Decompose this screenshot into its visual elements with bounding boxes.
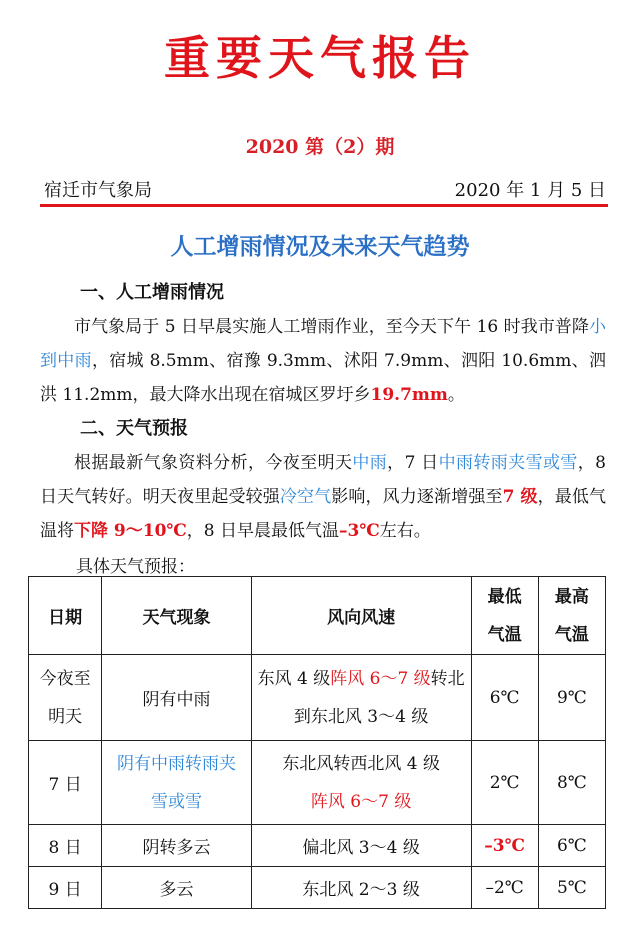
table-header-row [29, 577, 606, 655]
cell-text: 东北风转西北风 4 级 [282, 753, 440, 774]
cell-date: 9 日 [29, 867, 102, 909]
cell-text: 到东北风 3～4 级 [293, 706, 429, 727]
cell-text: 阴有中雨转雨夹 [117, 753, 236, 774]
header-text: 最高 [554, 586, 589, 607]
cell-wind: 东北风 2～3 级 [251, 867, 471, 909]
text-run: ，最低气温将 [40, 487, 607, 541]
section-1-paragraph [40, 310, 606, 412]
cell-min-temp: –3℃ [471, 825, 538, 867]
header-weather: 天气现象 [102, 577, 252, 655]
cell-weather: 阴转多云 [102, 825, 252, 867]
cell-weather: 阴有中雨 [102, 655, 252, 741]
cell-date [29, 655, 102, 741]
cell-date: 7 日 [29, 741, 102, 825]
table-row [29, 655, 606, 741]
table-intro: 具体天气预报： [76, 557, 195, 577]
cell-text: 明天 [48, 706, 83, 727]
header-date: 日期 [29, 577, 102, 655]
cell-max-temp: 9℃ [538, 655, 605, 741]
text-run: 左右。 [379, 521, 431, 541]
issue-number: 2020 第（2）期 [245, 136, 395, 158]
temp-drop-highlight: 下降 9～10℃ [74, 521, 187, 541]
cell-weather [102, 741, 252, 825]
sleet-highlight: 中雨转雨夹雪或雪 [438, 453, 578, 473]
cell-weather: 多云 [102, 867, 252, 909]
cell-max-temp: 5℃ [538, 867, 605, 909]
text-run: ，8 日天气转好。明天夜里起受较强 [40, 453, 606, 507]
cell-text: 今夜至 [39, 668, 91, 689]
section-2-title: 二、天气预报 [80, 418, 188, 439]
cold-air-highlight: 冷空气 [279, 487, 332, 507]
text-run: 影响，风力逐渐增强至 [331, 487, 503, 507]
wind-level-highlight: 7 级 [502, 487, 538, 507]
header-text: 气温 [554, 624, 589, 645]
text-run: 。 [447, 385, 465, 405]
cell-min-temp: –2℃ [471, 867, 538, 909]
header-max-temp [538, 577, 605, 655]
cell-min-temp: 6℃ [471, 655, 538, 741]
header-min-temp [471, 577, 538, 655]
rain-amount-highlight: 小到中雨 [40, 317, 606, 371]
text-run: ，8 日早晨最低气温 [186, 521, 340, 541]
max-rain-highlight: 19.7mm [370, 385, 448, 405]
cell-min-temp: 2℃ [471, 741, 538, 825]
header-text: 气温 [487, 624, 522, 645]
rain-highlight: 中雨 [352, 453, 388, 473]
headline: 人工增雨情况及未来天气趋势 [170, 233, 470, 260]
min-temp-highlight: –3℃ [339, 521, 380, 541]
gust-highlight: 阵风 6～7 级 [310, 791, 412, 812]
cell-text: 转北 [430, 668, 465, 689]
text-run: 市气象局于 5 日早晨实施人工增雨作业，至今天下午 16 时我市普降 [74, 317, 589, 337]
gust-highlight: 阵风 6～7 级 [330, 668, 431, 689]
cell-text: 雪或雪 [151, 791, 202, 812]
cell-wind: 偏北风 3～4 级 [251, 825, 471, 867]
section-1-title: 一、人工增雨情况 [80, 282, 224, 303]
table-row [29, 741, 606, 825]
text-run: ，宿城 8.5mm、宿豫 9.3mm、沭阳 7.9mm、泗阳 10.6mm、泗洪 11.2mm，最大降水出现在宿城区罗圩乡 [40, 351, 606, 405]
table-row [29, 825, 606, 867]
cell-text: 东风 4 级 [257, 668, 331, 689]
forecast-table [28, 576, 606, 909]
masthead-title: 重要天气报告 [164, 31, 476, 85]
issuer: 宿迁市气象局 [44, 180, 152, 201]
issue-date: 2020 年 1 月 5 日 [454, 180, 606, 201]
text-run: 根据最新气象资料分析，今夜至明天 [74, 453, 353, 473]
text-run: ，7 日 [387, 453, 439, 473]
table-row [29, 867, 606, 909]
cell-wind [251, 741, 471, 825]
cell-date: 8 日 [29, 825, 102, 867]
header-wind: 风向风速 [251, 577, 471, 655]
header-text: 最低 [487, 586, 522, 607]
cell-wind [251, 655, 471, 741]
red-divider [40, 204, 608, 207]
cell-max-temp: 6℃ [538, 825, 605, 867]
section-2-paragraph [40, 446, 606, 548]
cell-max-temp: 8℃ [538, 741, 605, 825]
